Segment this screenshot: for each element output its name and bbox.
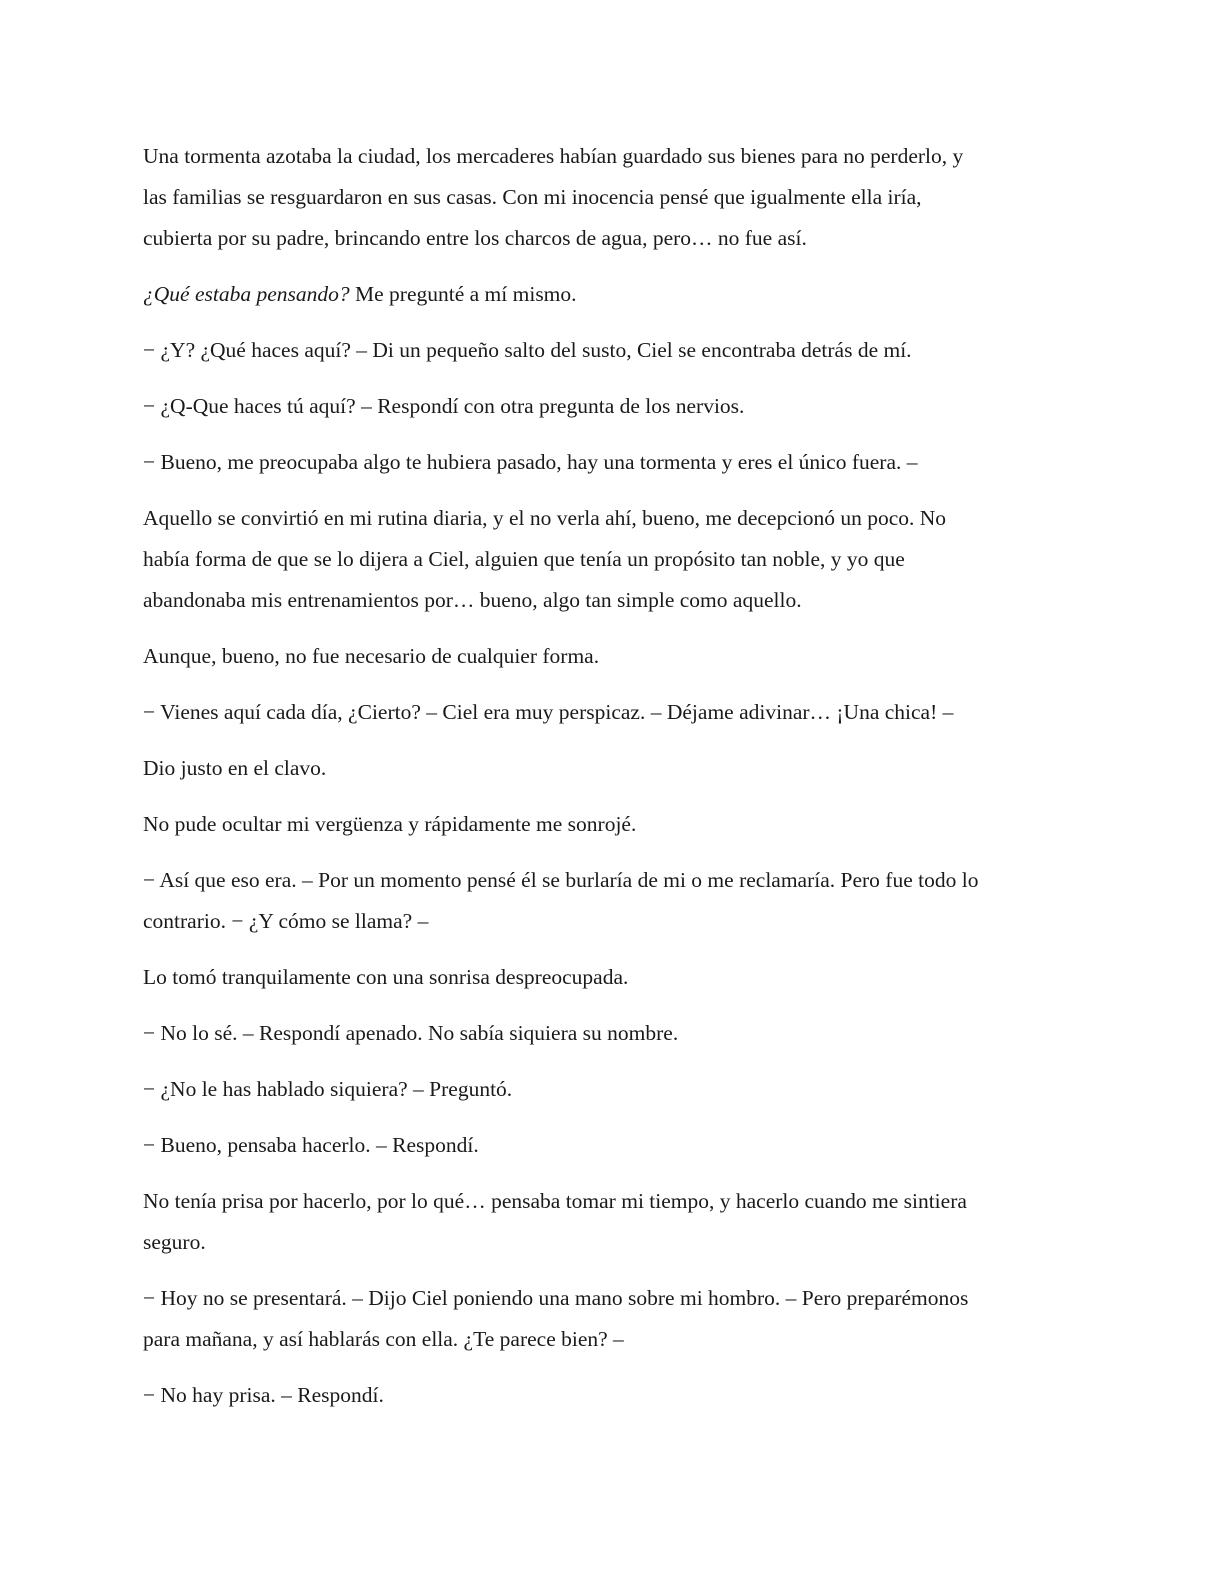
text-line: No pude ocultar mi vergüenza y rápidamente me sonrojé. [143, 812, 637, 836]
text-line: − ¿Y? ¿Qué haces aquí? – Di un pequeño salto del susto, Ciel se encontraba detrás de mí. [143, 338, 912, 362]
text-line: No tenía prisa por hacerlo, por lo qué… pensaba tomar mi tiempo, y hacerlo cuando me sintiera [143, 1189, 967, 1213]
paragraph-7 [143, 636, 1083, 677]
paragraph-16 [143, 1181, 1083, 1263]
italic-thought: ¿Qué estaba pensando? [143, 282, 350, 306]
text-line: − Bueno, me preocupaba algo te hubiera pasado, hay una tormenta y eres el único fuera. – [143, 450, 918, 474]
paragraph-9 [143, 748, 1083, 789]
paragraph-12 [143, 957, 1083, 998]
paragraph-17 [143, 1278, 1083, 1360]
text-line: Aquello se convirtió en mi rutina diaria, y el no verla ahí, bueno, me decepcionó un poco. No [143, 506, 947, 530]
text-line: − ¿Q-Que haces tú aquí? – Respondí con otra pregunta de los nervios. [143, 394, 745, 418]
paragraph-1 [143, 136, 1083, 259]
text-line: las familias se resguardaron en sus casas. Con mi inocencia pensé que igualmente ella iría, [143, 185, 922, 209]
paragraph-2 [143, 274, 1083, 315]
text-line: − No lo sé. – Respondí apenado. No sabía siquiera su nombre. [143, 1021, 679, 1045]
text-line: Una tormenta azotaba la ciudad, los mercaderes habían guardado sus bienes para no perderlo, y [143, 144, 964, 168]
text-line: contrario. − ¿Y cómo se llama? – [143, 909, 429, 933]
paragraph-10 [143, 804, 1083, 845]
paragraph-6 [143, 498, 1083, 621]
text-line: − Así que eso era. – Por un momento pensé él se burlaría de mi o me reclamaría. Pero fue todo lo [143, 868, 979, 892]
text-line: Lo tomó tranquilamente con una sonrisa despreocupada. [143, 965, 629, 989]
document-body [143, 136, 1083, 1431]
paragraph-5 [143, 442, 1083, 483]
text-line: − Bueno, pensaba hacerlo. – Respondí. [143, 1133, 479, 1157]
text-line: − ¿No le has hablado siquiera? – Preguntó. [143, 1077, 513, 1101]
paragraph-3 [143, 330, 1083, 371]
text-line: para mañana, y así hablarás con ella. ¿Te parece bien? – [143, 1327, 624, 1351]
text-line: seguro. [143, 1230, 206, 1254]
paragraph-18 [143, 1375, 1083, 1416]
paragraph-8 [143, 692, 1083, 733]
text-line: había forma de que se lo dijera a Ciel, alguien que tenía un propósito tan noble, y yo que [143, 547, 905, 571]
text-line: − No hay prisa. – Respondí. [143, 1383, 384, 1407]
paragraph-4 [143, 386, 1083, 427]
text-line: Dio justo en el clavo. [143, 756, 327, 780]
paragraph-15 [143, 1125, 1083, 1166]
text-line: − Vienes aquí cada día, ¿Cierto? – Ciel era muy perspicaz. – Déjame adivinar… ¡Una chica! – [143, 700, 954, 724]
text-line: abandonaba mis entrenamientos por… bueno, algo tan simple como aquello. [143, 588, 802, 612]
paragraph-11 [143, 860, 1083, 942]
paragraph-14 [143, 1069, 1083, 1110]
text-line: − Hoy no se presentará. – Dijo Ciel poniendo una mano sobre mi hombro. – Pero preparémonos [143, 1286, 969, 1310]
text-line: Aunque, bueno, no fue necesario de cualquier forma. [143, 644, 600, 668]
paragraph-13 [143, 1013, 1083, 1054]
text-line: cubierta por su padre, brincando entre los charcos de agua, pero… no fue así. [143, 226, 807, 250]
text-span: Me pregunté a mí mismo. [349, 282, 577, 306]
